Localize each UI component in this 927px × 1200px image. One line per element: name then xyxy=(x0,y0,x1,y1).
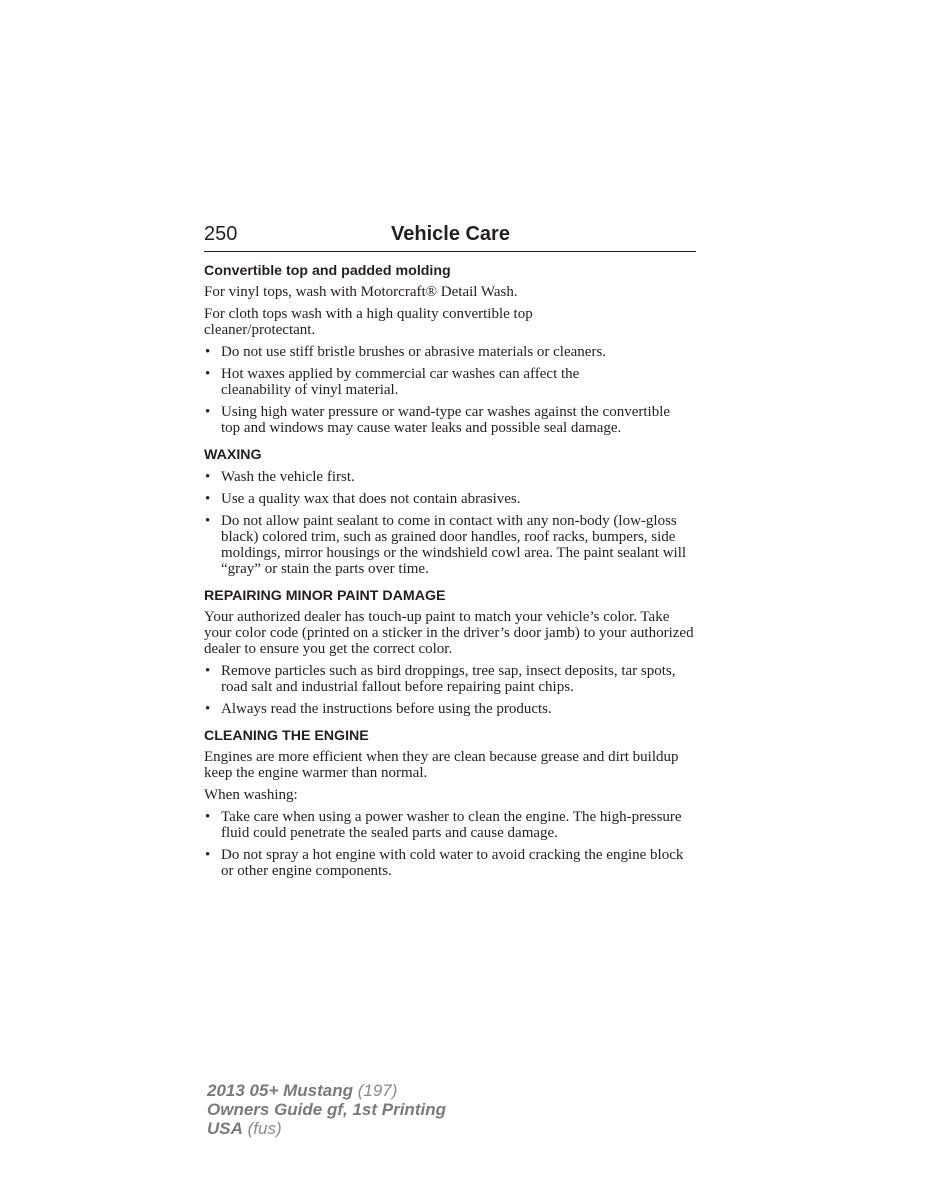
section-heading-cleaning-engine: CLEANING THE ENGINE xyxy=(204,728,369,744)
footer-printing: Owners Guide gf, 1st Printing xyxy=(207,1100,446,1119)
section-heading-waxing: WAXING xyxy=(204,447,262,463)
list-item: • Do not allow paint sealant to come in contact with any non-body (low-gloss black) colored trim, such as grained door handles, roof racks, bumpers, side moldings, mirror housings or the windshield cowl area. The paint sealant will “gray” or stain the parts over time. xyxy=(204,513,696,577)
paragraph: For vinyl tops, wash with Motorcraft® Detail Wash. xyxy=(204,284,518,300)
list-item: • Do not use stiff bristle brushes or abrasive materials or cleaners. xyxy=(204,344,696,360)
footer-market: USA xyxy=(207,1119,243,1138)
paragraph: For cloth tops wash with a high quality convertible top cleaner/protectant. xyxy=(204,306,533,338)
footer-line-2 xyxy=(207,1100,446,1119)
list-item: • Take care when using a power washer to clean the engine. The high-pressure fluid could penetrate the sealed parts and cause damage. xyxy=(204,809,696,841)
list-item: • Hot waxes applied by commercial car washes can affect the cleanability of vinyl material. xyxy=(204,366,631,398)
list-item: • Use a quality wax that does not contain abrasives. xyxy=(204,491,696,507)
paragraph: When washing: xyxy=(204,787,298,803)
paragraph: Your authorized dealer has touch-up paint to match your vehicle’s color. Take your color code (printed on a sticker in the driver’s door jamb) to your authorized dealer to ensure you get the correct color. xyxy=(204,609,694,657)
list-item: • Wash the vehicle first. xyxy=(204,469,696,485)
section-heading-paint-damage: REPAIRING MINOR PAINT DAMAGE xyxy=(204,588,446,604)
footer-market-code: (fus) xyxy=(242,1119,282,1138)
print-footer xyxy=(207,1081,446,1138)
footer-line-1 xyxy=(207,1081,446,1100)
page-number: 250 xyxy=(204,223,238,245)
list-item: • Do not spray a hot engine with cold water to avoid cracking the engine block or other engine components. xyxy=(204,847,696,879)
footer-model-code: (197) xyxy=(353,1081,398,1100)
list-item: • Using high water pressure or wand-type car washes against the convertible top and windows may cause water leaks and possible seal damage. xyxy=(204,404,691,436)
list-item: • Remove particles such as bird droppings, tree sap, insect deposits, tar spots, road salt and industrial fallout before repairing paint chips. xyxy=(204,663,696,695)
paragraph: Engines are more efficient when they are clean because grease and dirt buildup keep the engine warmer than normal. xyxy=(204,749,679,781)
list-item: • Always read the instructions before using the products. xyxy=(204,701,696,717)
page-header xyxy=(204,222,696,252)
chapter-title: Vehicle Care xyxy=(391,223,510,245)
footer-model: 2013 05+ Mustang xyxy=(207,1081,353,1100)
section-heading-convertible-top: Convertible top and padded molding xyxy=(204,263,451,279)
footer-line-3 xyxy=(207,1119,446,1138)
manual-page xyxy=(204,222,696,879)
